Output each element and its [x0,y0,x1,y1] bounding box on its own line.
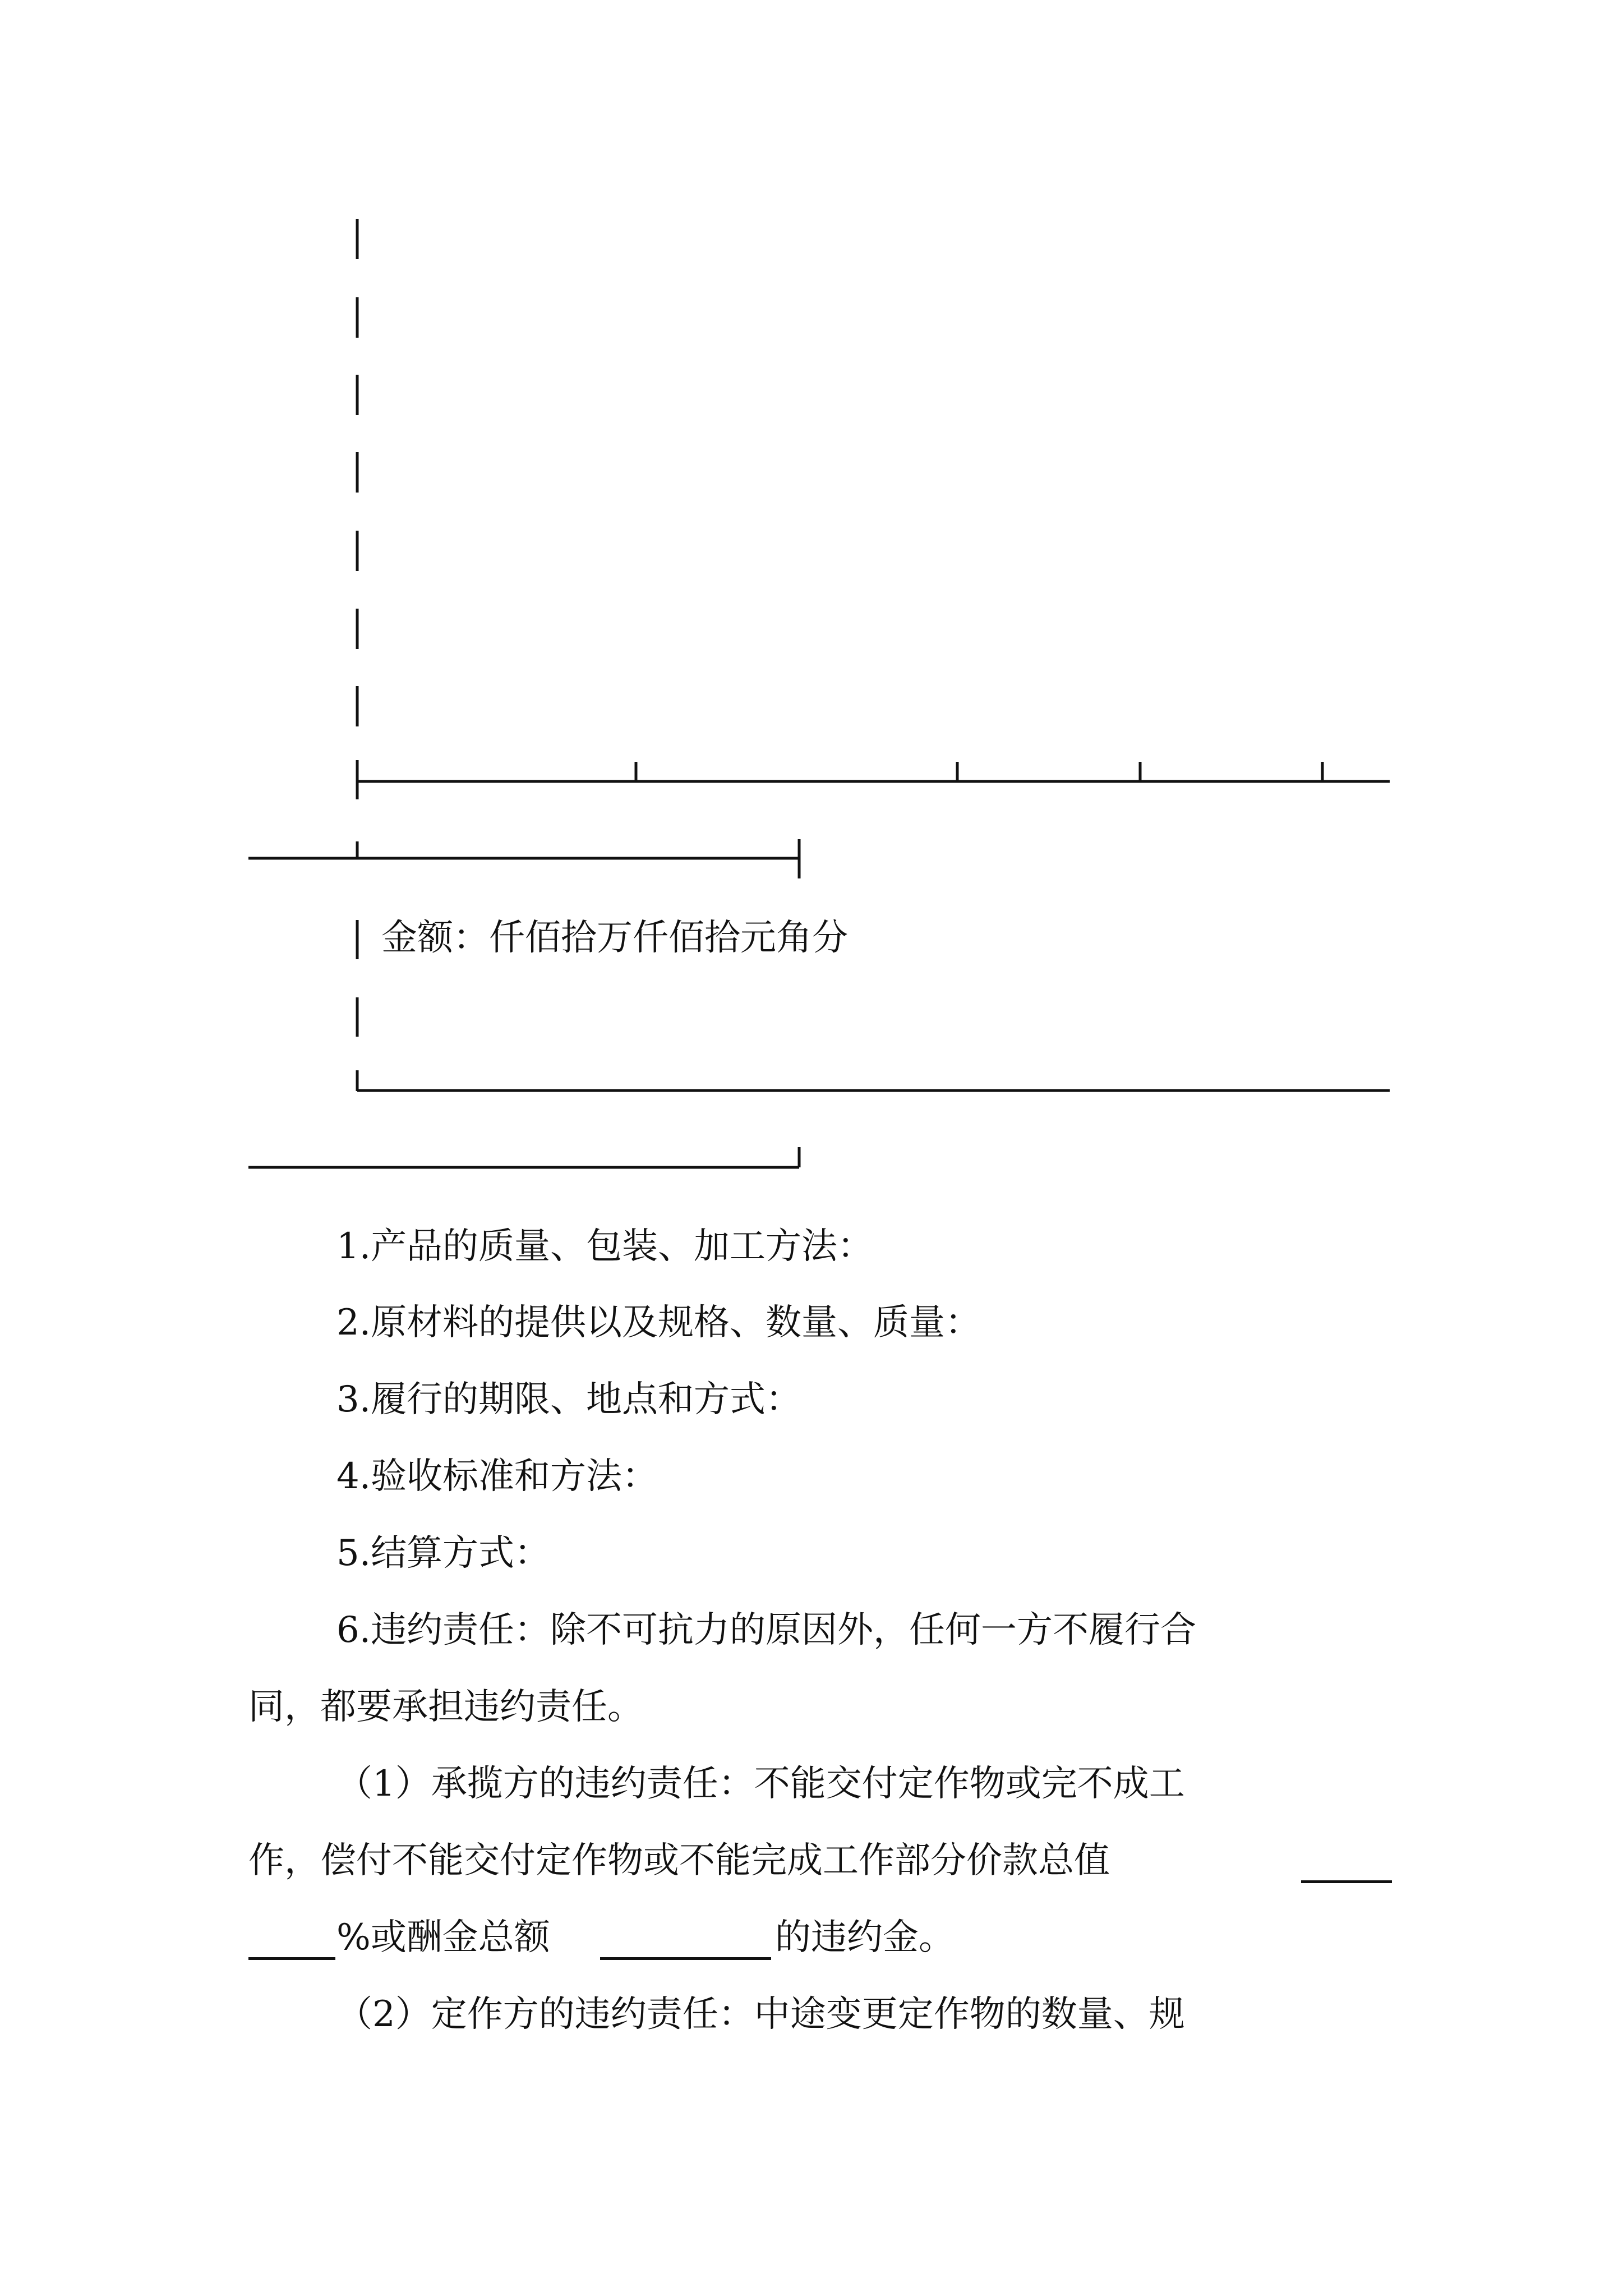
item-raw-materials: 2.原材料的提供以及规格、数量、质量： [336,1302,981,1343]
blank-line [1301,1880,1392,1883]
contractor-liability-end: 的违约金。 [775,1917,955,1958]
blank-line [600,1957,771,1960]
item-quality-packaging: 1.产品的质量、包装、加工方法： [336,1226,874,1267]
item-performance-term: 3.履行的期限、地点和方式： [336,1379,802,1420]
liability-line-1: 6.违约责任：除不可抗力的原因外，任何一方不履行合 [336,1609,1197,1651]
contractor-liability-line-2: 作，偿付不能交付定作物或不能完成工作部分价款总值 [248,1840,1110,1881]
contractor-liability-percent: %或酬金总额 [336,1917,550,1958]
orderer-liability-line-1: （2）定作方的违约责任：中途变更定作物的数量、规 [336,1994,1185,2035]
liability-line-2: 同，都要承担违约责任。 [248,1686,643,1728]
item-acceptance-standard: 4.验收标准和方法： [336,1456,658,1497]
blank-line [248,1957,335,1960]
amount-label: 金额：仟佰拾万仟佰拾元角分 [381,917,848,959]
contractor-liability-line-1: （1）承揽方的违约责任：不能交付定作物或完不成工 [336,1763,1185,1805]
item-settlement-method: 5.结算方式： [336,1533,551,1574]
